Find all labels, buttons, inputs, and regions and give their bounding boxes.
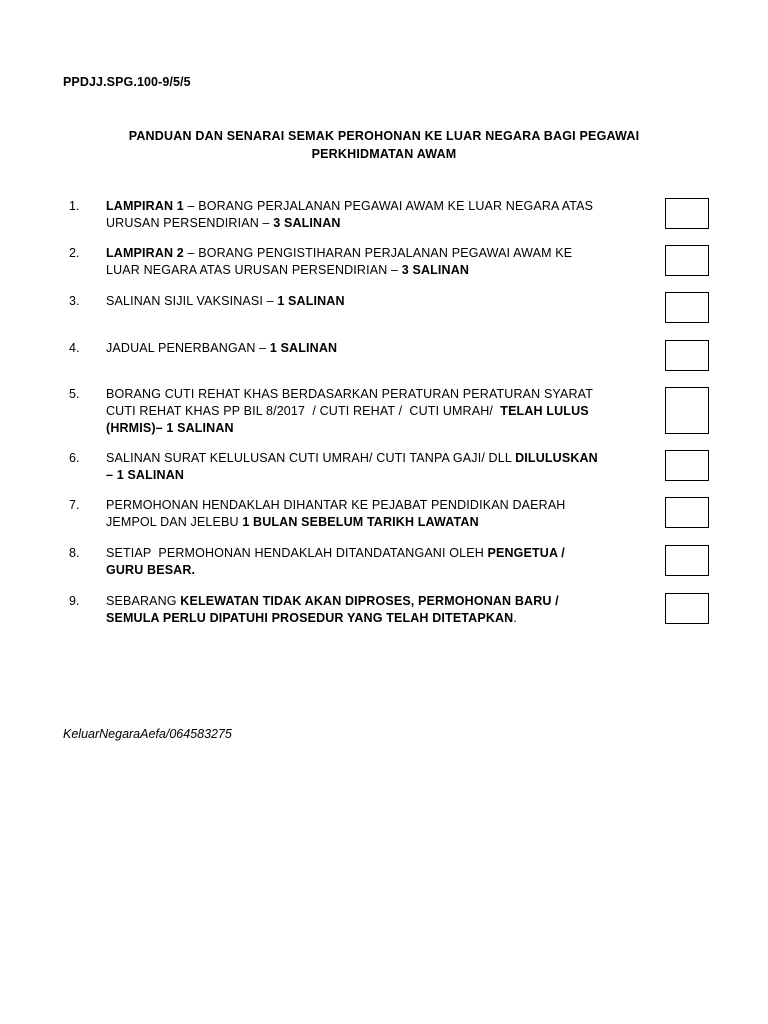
item-number: 2. — [69, 246, 80, 260]
item-text-line — [106, 340, 662, 357]
item-text-bold: 1 SALINAN — [277, 294, 345, 308]
item-text-bold: TELAH LULUS — [500, 404, 589, 418]
item-text-segment: . — [513, 611, 517, 625]
item-text-line — [106, 293, 662, 310]
item-text-line — [106, 467, 662, 484]
item-number: 5. — [69, 387, 80, 401]
item-text-segment: SEBARANG — [106, 594, 181, 608]
item-text-bold: SEMULA PERLU DIPATUHI PROSEDUR YANG TELAH DITETAPKAN — [106, 611, 514, 625]
checkbox[interactable] — [665, 450, 709, 481]
item-number: 1. — [69, 199, 80, 213]
footer-reference: KeluarNegaraAefa/064583275 — [63, 727, 232, 741]
item-text-segment: – BORANG PENGISTIHARAN PERJALANAN PEGAWAI AWAM KE — [183, 246, 573, 260]
item-text-bold: PENGETUA / — [487, 546, 565, 560]
checkbox[interactable] — [665, 198, 709, 229]
item-number: 7. — [69, 498, 80, 512]
item-text-segment: SALINAN SIJIL VAKSINASI – — [106, 294, 278, 308]
item-text-line — [106, 514, 662, 531]
item-text-line — [106, 198, 662, 215]
item-text-bold: GURU BESAR. — [106, 563, 196, 577]
item-text-bold: 1 BULAN SEBELUM TARIKH LAWATAN — [242, 515, 479, 529]
item-text-bold: – 1 SALINAN — [106, 468, 185, 482]
checkbox[interactable] — [665, 245, 709, 276]
item-text — [106, 386, 662, 437]
item-text-bold: DILULUSKAN — [515, 451, 598, 465]
item-text-line — [106, 403, 662, 420]
item-text — [106, 593, 662, 627]
item-text — [106, 293, 662, 310]
checkbox[interactable] — [665, 593, 709, 624]
item-text-bold: LAMPIRAN 2 — [106, 246, 184, 260]
item-text-line — [106, 545, 662, 562]
item-text-bold: 3 SALINAN — [401, 263, 470, 277]
item-text — [106, 545, 662, 579]
item-text-line — [106, 386, 662, 403]
document-title: PANDUAN DAN SENARAI SEMAK PEROHONAN KE LUAR NEGARA BAGI PEGAWAI PERKHIDMATAN AWAM — [128, 129, 640, 161]
item-text-segment: LUAR NEGARA ATAS URUSAN PERSENDIRIAN – — [106, 263, 402, 277]
item-text-segment: – BORANG PERJALANAN PEGAWAI AWAM KE LUAR NEGARA ATAS — [183, 199, 594, 213]
item-text-segment: SETIAP PERMOHONAN HENDAKLAH DITANDATANGANI OLEH — [106, 546, 488, 560]
item-text-bold: LAMPIRAN 1 — [106, 199, 184, 213]
item-number: 6. — [69, 451, 80, 465]
item-text — [106, 340, 662, 357]
item-text — [106, 198, 662, 232]
item-number: 4. — [69, 341, 80, 355]
item-text-line — [106, 420, 662, 437]
item-text-line — [106, 593, 662, 610]
item-text — [106, 497, 662, 531]
checkbox[interactable] — [665, 545, 709, 576]
document-reference-number: PPDJJ.SPG.100-9/5/5 — [63, 75, 191, 89]
item-text-line — [106, 450, 662, 467]
item-text-bold: 3 SALINAN — [273, 216, 341, 230]
item-text-segment: BORANG CUTI REHAT KHAS BERDASARKAN PERATURAN PERATURAN SYARAT — [106, 387, 594, 401]
item-text-bold: 1 SALINAN — [269, 341, 338, 355]
checkbox[interactable] — [665, 340, 709, 371]
item-text-line — [106, 497, 662, 514]
item-text-segment: CUTI REHAT KHAS PP BIL 8/2017 / CUTI REHAT / CUTI UMRAH/ — [106, 404, 501, 418]
item-text-bold: KELEWATAN TIDAK AKAN DIPROSES, PERMOHONAN BARU / — [180, 594, 559, 608]
item-text-segment: URUSAN PERSENDIRIAN – — [106, 216, 274, 230]
item-text-line — [106, 610, 662, 627]
checkbox[interactable] — [665, 387, 709, 434]
item-number: 3. — [69, 294, 80, 308]
item-text-segment: PERMOHONAN HENDAKLAH DIHANTAR KE PEJABAT PENDIDIKAN DAERAH — [106, 498, 566, 512]
item-text-segment: JEMPOL DAN JELEBU — [106, 515, 243, 529]
item-text-segment: SALINAN SURAT KELULUSAN CUTI UMRAH/ CUTI TANPA GAJI/ DLL — [106, 451, 516, 465]
item-text-line — [106, 215, 662, 232]
item-text-line — [106, 262, 662, 279]
item-text — [106, 450, 662, 484]
item-text-bold: (HRMIS)– 1 SALINAN — [106, 421, 234, 435]
checkbox[interactable] — [665, 497, 709, 528]
checkbox[interactable] — [665, 292, 709, 323]
item-number: 8. — [69, 546, 80, 560]
item-text — [106, 245, 662, 279]
item-text-line — [106, 245, 662, 262]
item-number: 9. — [69, 594, 80, 608]
item-text-line — [106, 562, 662, 579]
item-text-segment: JADUAL PENERBANGAN – — [106, 341, 270, 355]
